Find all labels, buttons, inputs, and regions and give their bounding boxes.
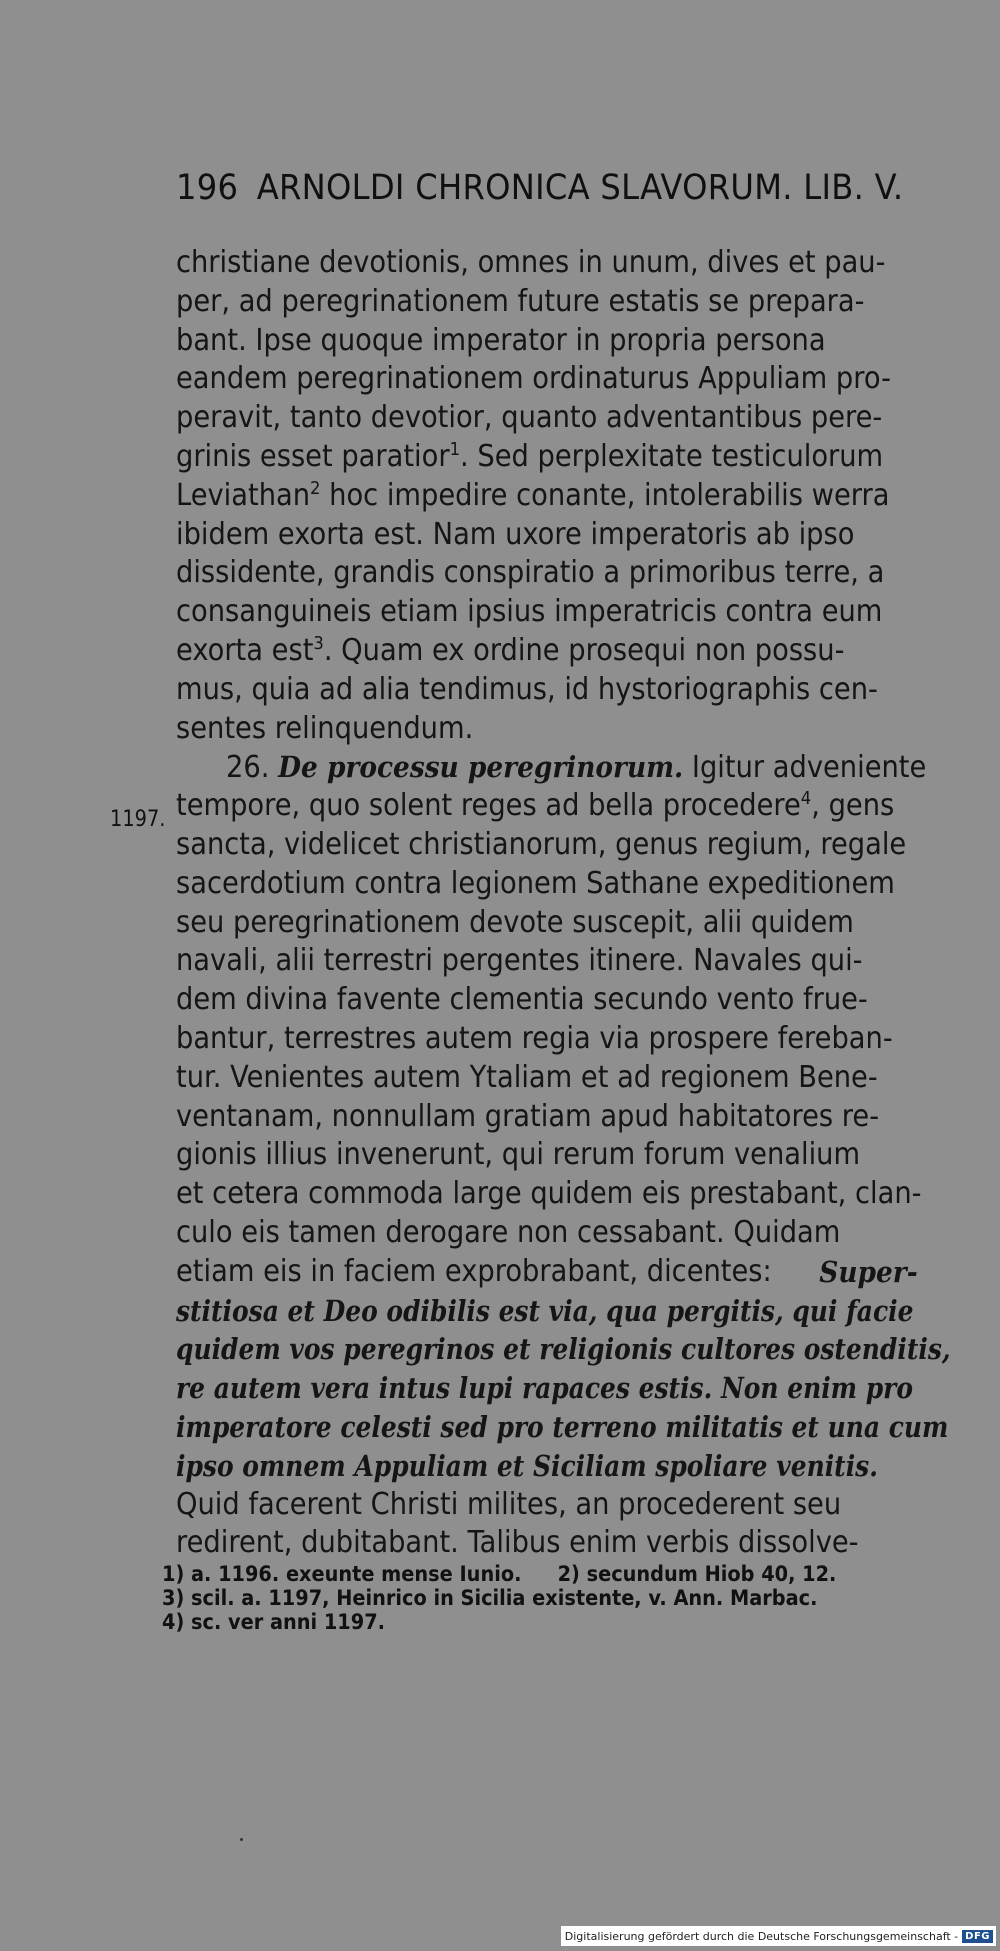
- text-line: sentes relinquendum.: [176, 710, 474, 746]
- running-title: ARNOLDI CHRONICA SLAVORUM. LIB. V.: [256, 168, 904, 208]
- section-heading-line: [176, 748, 927, 787]
- footnote-3: 3) scil. a. 1197, Heinrico in Sicilia existente, v. Ann. Marbac.: [162, 1586, 818, 1610]
- text-line: dissidente, grandis conspiratio a primoribus terre, a: [176, 555, 885, 591]
- text-line: peravit, tanto devotior, quanto adventantibus pere-: [176, 400, 883, 436]
- footnote-row: [162, 1562, 922, 1586]
- margin-year-note: 1197.: [110, 807, 166, 832]
- text-line: sacerdotium contra legionem Sathane expeditionem: [176, 865, 895, 901]
- text-line: gionis illius invenerunt, qui rerum forum venalium: [176, 1137, 861, 1173]
- text-fragment: tempore, quo solent reges ad bella procedere: [176, 788, 801, 824]
- page-number: 196: [176, 168, 239, 208]
- text-line: Quid facerent Christi milites, an procederent seu: [176, 1486, 842, 1522]
- text-line: mus, quia ad alia tendimus, id hystoriographis cen-: [176, 671, 878, 707]
- text-line: ventanam, nonnullam gratiam apud habitatores re-: [176, 1098, 880, 1134]
- text-line: bantur, terrestres autem regia via prospere fereban-: [176, 1020, 893, 1056]
- body-text: [176, 244, 951, 1563]
- section-first-words: Igitur adveniente: [691, 749, 927, 785]
- italic-fragment: Super-: [819, 1254, 918, 1289]
- text-line: [176, 1253, 918, 1292]
- footnote-1: 1) a. 1196. exeunte mense Iunio.: [162, 1562, 522, 1586]
- dfg-logo-icon: DFG: [962, 1930, 993, 1943]
- text-line: et cetera commoda large quidem eis prestabant, clan-: [176, 1176, 922, 1212]
- text-line: bant. Ipse quoque imperator in propria persona: [176, 322, 826, 358]
- text-fragment: etiam eis in faciem exprobrabant, dicentes:: [176, 1253, 772, 1289]
- footnote-2: 2) secundum Hiob 40, 12.: [557, 1562, 837, 1586]
- footnote-row: [162, 1586, 922, 1610]
- section-number: 26.: [226, 749, 270, 785]
- text-line: [176, 632, 918, 671]
- text-line: culo eis tamen derogare non cessabant. Quidam: [176, 1214, 841, 1250]
- text-fragment: hoc impedire conante, intolerabilis werra: [320, 477, 890, 513]
- italic-line: imperatore celesti sed pro terreno militatis et una cum: [176, 1409, 949, 1444]
- text-fragment: exorta est: [176, 632, 314, 668]
- text-line: seu peregrinationem devote suscepit, alii quidem: [176, 904, 854, 940]
- italic-line: re autem vera intus lupi rapaces estis. Non enim pro: [176, 1371, 913, 1406]
- text-line: sancta, videlicet christianorum, genus regium, regale: [176, 826, 907, 862]
- italic-line: quidem vos peregrinos et religionis cultores ostenditis,: [176, 1332, 951, 1367]
- text-fragment: grinis esset paratior: [176, 438, 450, 474]
- footnote-4: 4) sc. ver anni 1197.: [162, 1610, 385, 1634]
- text-line: [176, 438, 918, 477]
- text-line: consanguineis etiam ipsius imperatricis contra eum: [176, 594, 883, 630]
- text-line: eandem peregrinationem ordinaturus Appuliam pro-: [176, 361, 891, 397]
- text-fragment: Leviathan: [176, 477, 311, 513]
- footnote-mark: 3: [313, 632, 324, 654]
- footnote-mark: 2: [310, 477, 321, 499]
- footnote-mark: 4: [800, 788, 812, 810]
- footnote-mark: 1: [449, 438, 461, 460]
- text-line: tur. Venientes autem Ytaliam et ad regionem Bene-: [176, 1059, 878, 1095]
- text-line: [176, 477, 918, 516]
- text-line: navali, alii terrestri pergentes itinere. Navales qui-: [176, 943, 863, 979]
- digitization-credit: [561, 1926, 996, 1946]
- text-line: per, ad peregrinationem future estatis se prepara-: [176, 283, 865, 319]
- text-fragment: . Quam ex ordine prosequi non possu-: [323, 632, 845, 668]
- text-fragment: , gens: [811, 788, 895, 824]
- italic-line: stitiosa et Deo odibilis est via, qua pergitis, qui facie: [176, 1293, 914, 1328]
- text-line: christiane devotionis, omnes in unum, dives et pau-: [176, 245, 886, 280]
- credit-text: Digitalisierung gefördert durch die Deutsche Forschungsgemeinschaft -: [564, 1929, 959, 1943]
- text-fragment: . Sed perplexitate testiculorum: [460, 438, 884, 474]
- section-title: De processu peregrinorum.: [278, 749, 684, 784]
- text-line: redirent, dubitabant. Talibus enim verbis dissolve-: [176, 1525, 859, 1561]
- footnotes: [162, 1562, 922, 1634]
- text-line: dem divina favente clementia secundo vento frue-: [176, 982, 868, 1018]
- text-line: [176, 787, 918, 826]
- footnote-row: [162, 1610, 922, 1634]
- italic-line: ipso omnem Appuliam et Siciliam spoliare venitis.: [176, 1448, 878, 1483]
- running-header: [176, 163, 904, 213]
- scan-speck: [240, 1838, 243, 1841]
- text-line: ibidem exorta est. Nam uxore imperatoris ab ipso: [176, 516, 855, 552]
